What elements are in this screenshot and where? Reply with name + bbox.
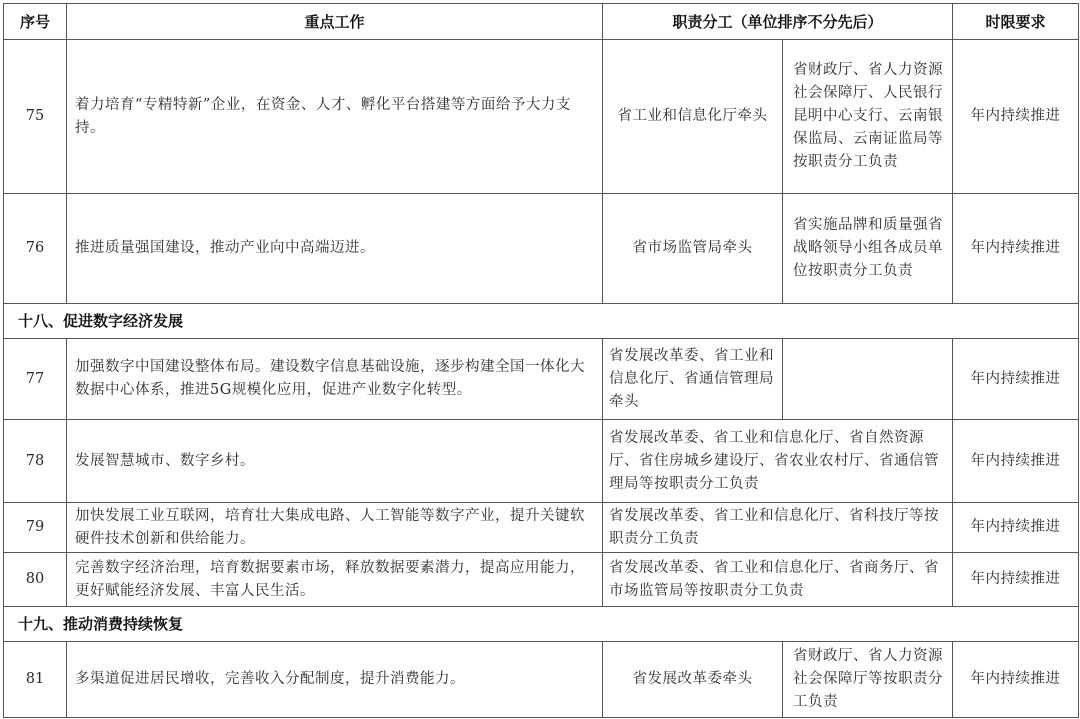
row-num: 80 [4,553,67,607]
row-work: 加强数字中国建设整体布局。建设数字信息基础设施，逐步构建全国一体化大数据中心体系，推进5G规模化应用，促进产业数字化转型。 [67,339,603,420]
row-lead: 省市场监管局牵头 [603,194,783,304]
row-work: 完善数字经济治理，培育数据要素市场，释放数据要素潜力，提高应用能力，更好赋能经济发展、丰富人民生活。 [67,553,603,607]
row-work: 推进质量强国建设，推动产业向中高端迈进。 [67,194,603,304]
row-coop: 省财政厅、省人力资源社会保障厅、人民银行昆明中心支行、云南银保监局、云南证监局等按职责分工负责 [783,40,953,194]
row-num: 81 [4,642,67,718]
row-lead: 省发展改革委、省工业和信息化厅、省通信管理局牵头 [603,339,783,420]
table-row [4,420,1079,503]
row-lead: 省工业和信息化厅牵头 [603,40,783,194]
section-row [4,607,1079,642]
table-row [4,642,1079,718]
row-duty: 省发展改革委、省工业和信息化厅、省商务厅、省市场监管局等按职责分工负责 [603,553,953,607]
section-title: 十八、促进数字经济发展 [4,304,1079,339]
row-deadline: 年内持续推进 [953,553,1079,607]
task-table [3,3,1079,718]
table-row [4,503,1079,553]
header-work: 重点工作 [67,4,603,40]
row-coop: 省实施品牌和质量强省战略领导小组各成员单位按职责分工负责 [783,194,953,304]
header-duty: 职责分工（单位排序不分先后） [603,4,953,40]
row-deadline: 年内持续推进 [953,503,1079,553]
row-work: 多渠道促进居民增收，完善收入分配制度，提升消费能力。 [67,642,603,718]
row-num: 77 [4,339,67,420]
table-row [4,40,1079,194]
table-row [4,339,1079,420]
row-deadline: 年内持续推进 [953,194,1079,304]
row-work: 发展智慧城市、数字乡村。 [67,420,603,503]
row-num: 79 [4,503,67,553]
row-duty: 省发展改革委、省工业和信息化厅、省自然资源厅、省住房城乡建设厅、省农业农村厅、省通信管理局等按职责分工负责 [603,420,953,503]
header-deadline: 时限要求 [953,4,1079,40]
row-deadline: 年内持续推进 [953,420,1079,503]
row-lead: 省发展改革委牵头 [603,642,783,718]
section-title: 十九、推动消费持续恢复 [4,607,1079,642]
table-row [4,194,1079,304]
row-deadline: 年内持续推进 [953,339,1079,420]
table-row [4,553,1079,607]
header-num: 序号 [4,4,67,40]
row-coop [783,339,953,420]
row-num: 78 [4,420,67,503]
row-coop: 省财政厅、省人力资源社会保障厅等按职责分工负责 [783,642,953,718]
row-deadline: 年内持续推进 [953,642,1079,718]
row-work: 加快发展工业互联网，培育壮大集成电路、人工智能等数字产业，提升关键软硬件技术创新和供给能力。 [67,503,603,553]
section-row [4,304,1079,339]
row-work: 着力培育“专精特新”企业，在资金、人才、孵化平台搭建等方面给予大力支持。 [67,40,603,194]
row-duty: 省发展改革委、省工业和信息化厅、省科技厅等按职责分工负责 [603,503,953,553]
row-num: 76 [4,194,67,304]
header-row [4,4,1079,40]
row-num: 75 [4,40,67,194]
row-deadline: 年内持续推进 [953,40,1079,194]
